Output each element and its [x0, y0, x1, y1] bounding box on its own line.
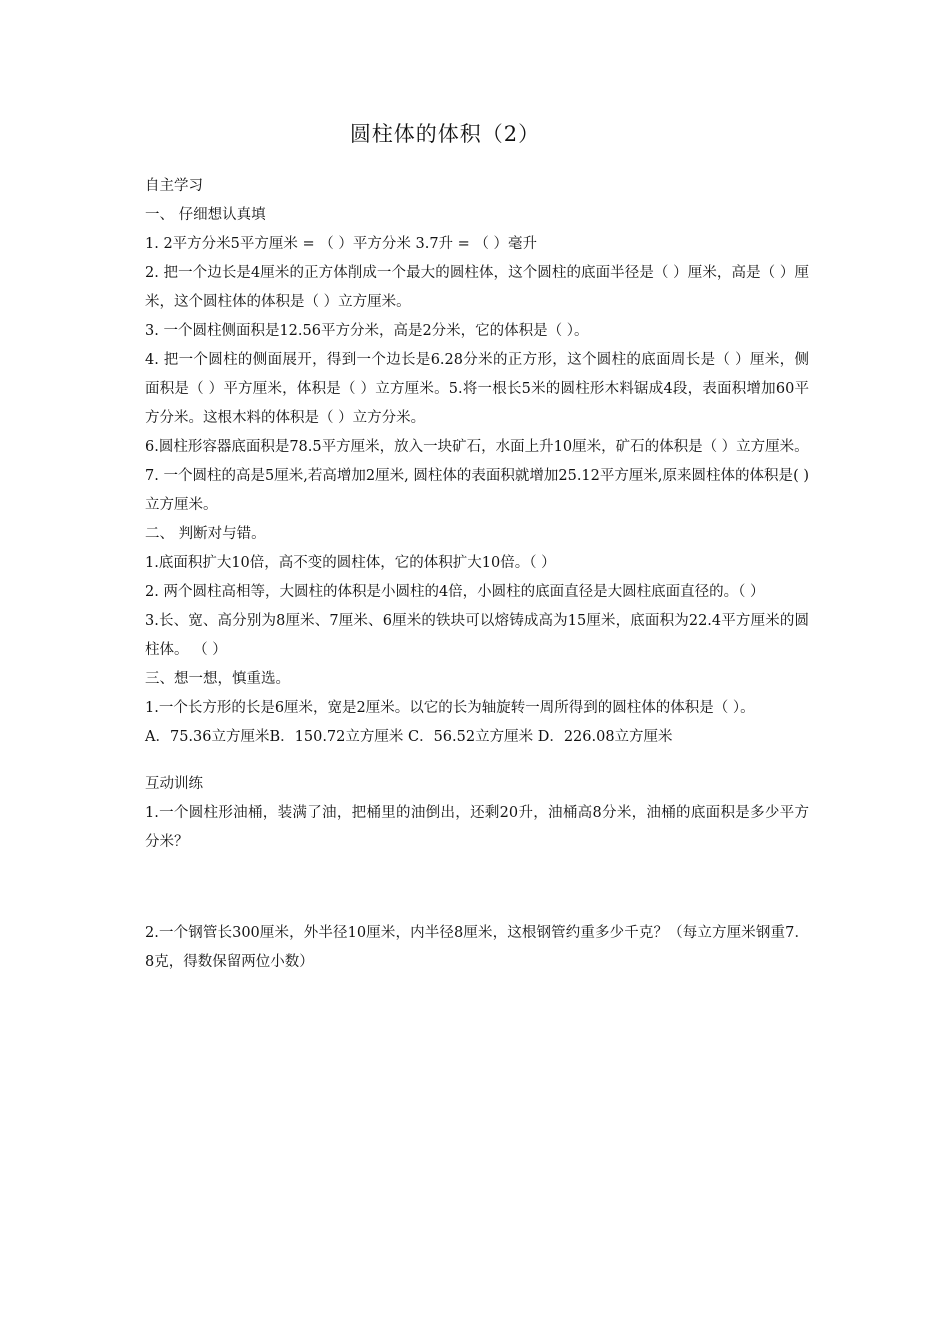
part3-options: A．75.36立方厘米B．150.72立方厘米 C．56.52立方厘米 D．226.08立方厘米 — [145, 729, 673, 745]
section-heading-self-study: 自主学习 — [145, 178, 203, 194]
part2-question-3: 3.长、宽、高分别为8厘米、7厘米、6厘米的铁块可以熔铸成高为15厘米，底面积为22.4平方厘米的圆柱体。 （ ） — [145, 613, 809, 658]
part1-question-3: 3. 一个圆柱侧面积是12.56平方分米，高是2分米，它的体积是（ ）。 — [145, 323, 589, 339]
part1-question-6: 6.圆柱形容器底面积是78.5平方厘米，放入一块矿石，水面上升10厘米，矿石的体积是（ ）立方厘米。 — [145, 439, 809, 455]
part1-question-1: 1. 2平方分米5平方厘米 = （ ）平方分米 3.7升 = （ ）毫升 — [145, 236, 538, 252]
part1-question-7: 7. 一个圆柱的高是5厘米,若高增加2厘米, 圆柱体的表面积就增加25.12平方厘米,原来圆柱体的体积是( )立方厘米。 — [145, 468, 809, 513]
practice-question-1: 1.一个圆柱形油桶，装满了油，把桶里的油倒出，还剩20升，油桶高8分米，油桶的底面积是多少平方分米？ — [145, 805, 809, 850]
part2-heading: 二、 判断对与错。 — [145, 526, 266, 542]
document-body — [145, 172, 809, 977]
part3-question-1: 1.一个长方形的长是6厘米，宽是2厘米。以它的长为轴旋转一周所得到的圆柱体的体积是（ ）。 — [145, 700, 755, 716]
part2-question-2: 2. 两个圆柱高相等，大圆柱的体积是小圆柱的4倍，小圆柱的底面直径是大圆柱底面直径的。（ ） — [145, 584, 765, 600]
section-heading-practice: 互动训练 — [145, 776, 203, 792]
spacer — [145, 752, 809, 770]
part2-question-1: 1.底面积扩大10倍，高不变的圆柱体，它的体积扩大10倍。（ ） — [145, 555, 556, 571]
part3-heading: 三、想一想，慎重选。 — [145, 671, 290, 687]
answer-space — [145, 857, 809, 919]
practice-question-2: 2.一个钢管长300厘米，外半径10厘米，内半径8厘米，这根钢管约重多少千克？（每立方厘米钢重7．8克，得数保留两位小数） — [145, 925, 809, 970]
part1-question-2: 2. 把一个边长是4厘米的正方体削成一个最大的圆柱体，这个圆柱的底面半径是（ ）厘米，高是（ ）厘米，这个圆柱体的体积是（ ）立方厘米。 — [145, 265, 809, 310]
part1-heading: 一、 仔细想认真填 — [145, 207, 266, 223]
part1-question-4: 4. 把一个圆柱的侧面展开，得到一个边长是6.28分米的正方形，这个圆柱的底面周长是（ ）厘米，侧面积是（ ）平方厘米，体积是（ ）立方厘米。5.将一根长5米的圆柱形木料锯成4段，表面积增加60平方分米。这根木料的体积是（ ）立方分米。 — [145, 352, 809, 426]
page-title: 圆柱体的体积（2） — [349, 122, 541, 146]
